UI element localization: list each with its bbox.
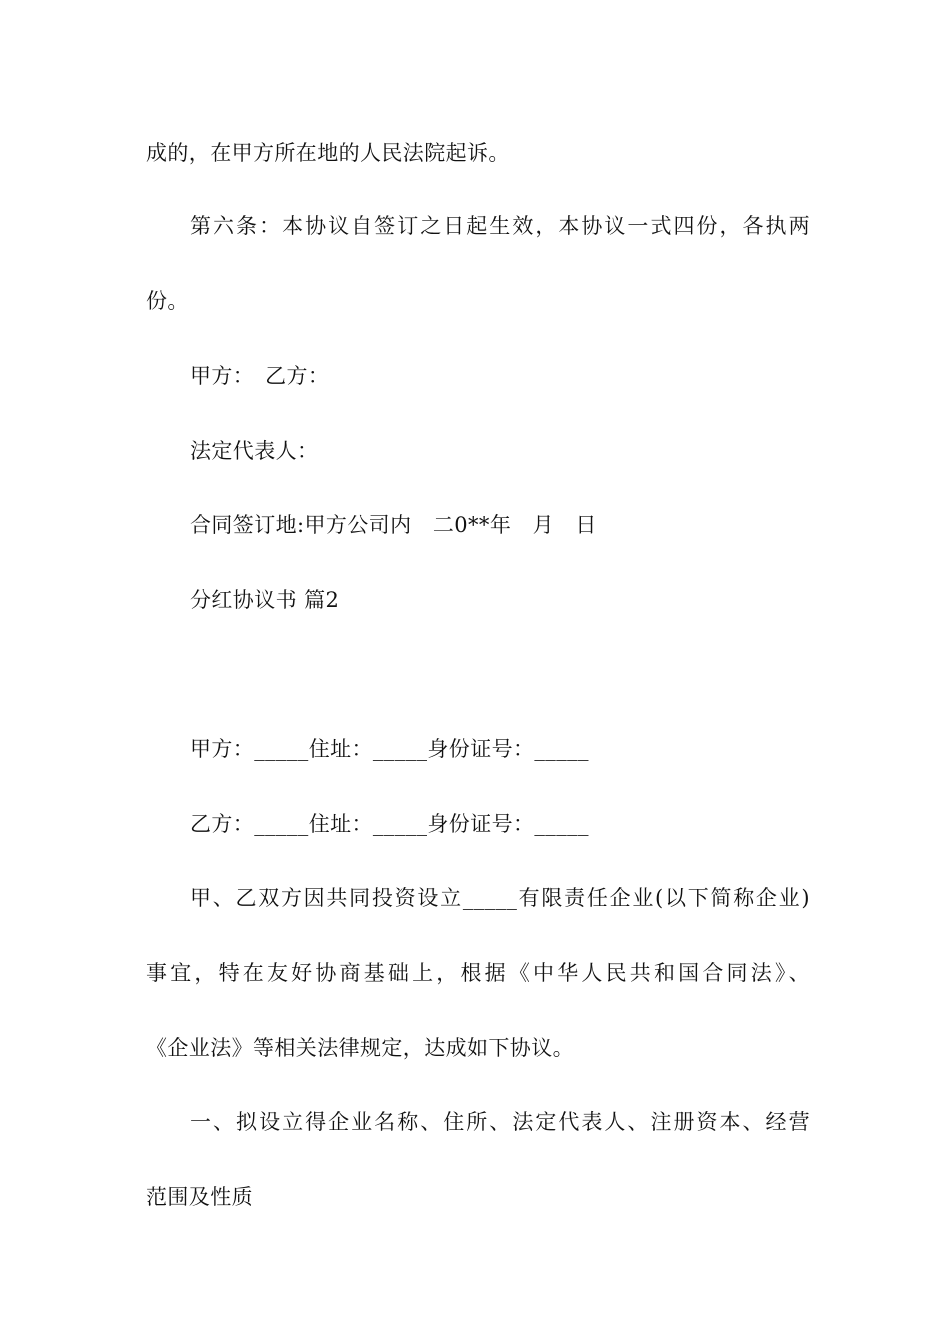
party-b-info-line: 乙方：_____住址：_____身份证号：_____ [190,812,589,836]
paragraph-line: 份。 [146,289,189,313]
section-heading: 分红协议书 篇2 [190,588,340,612]
paragraph-line: 范围及性质 [146,1185,253,1209]
paragraph-line: 《企业法》等相关法律规定，达成如下协议。 [146,1036,574,1060]
party-a-info-line: 甲方：_____住址：_____身份证号：_____ [190,737,589,761]
paragraph-line: 一、拟设立得企业名称、住所、法定代表人、注册资本、经营 [190,1110,810,1134]
signature-parties-line: 甲方： 乙方： [190,364,330,388]
paragraph-line: 第六条：本协议自签订之日起生效，本协议一式四份，各执两 [190,214,810,238]
legal-representative-line: 法定代表人： [190,439,319,463]
paragraph-line: 甲、乙双方因共同投资设立_____有限责任企业(以下简称企业) [190,886,810,910]
signing-place-date-line: 合同签订地:甲方公司内 二0**年 月 日 [190,513,597,537]
paragraph-line: 成的，在甲方所在地的人民法院起诉。 [146,141,510,165]
paragraph-line: 事宜，特在友好协商基础上，根据《中华人民共和国合同法》、 [146,961,810,985]
